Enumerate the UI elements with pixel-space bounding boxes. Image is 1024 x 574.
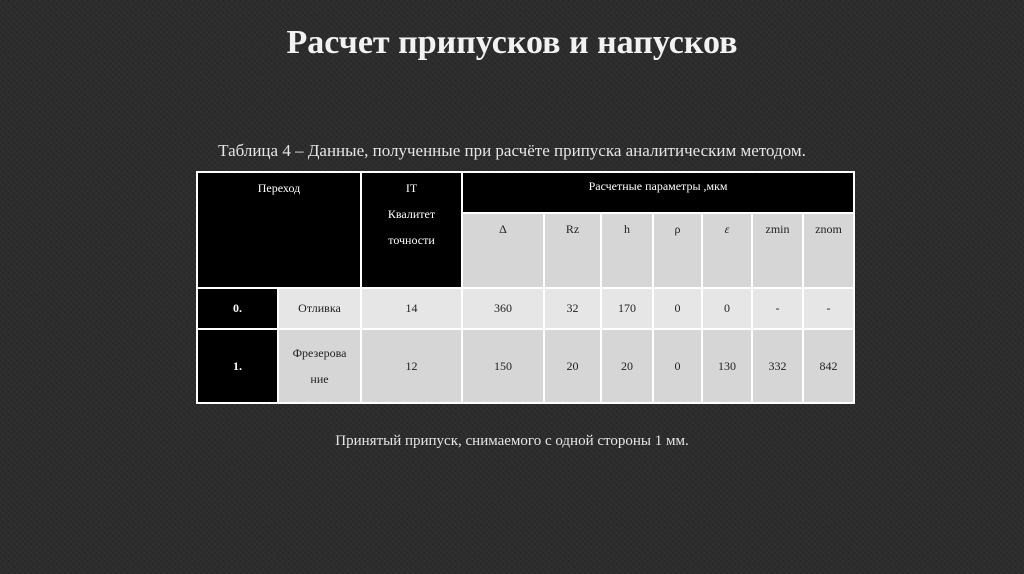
header-it-line2: Квалитет [387,207,436,221]
page-title: Расчет припусков и напусков [286,24,738,61]
col-rho: ρ [653,213,702,288]
header-it-line3: точности [388,233,435,247]
row-number: 0. [197,288,278,329]
col-rz: Rz [544,213,601,288]
row-name-text: Фрезерование [292,346,347,386]
cell-rz: 20 [544,329,601,403]
table-caption: Таблица 4 – Данные, полученные при расчёте припуска аналитическим методом. [218,141,806,160]
row-name: Отливка [278,288,361,329]
cell-rho: 0 [653,288,702,329]
cell-zmin: - [752,288,803,329]
cell-delta: 360 [462,288,544,329]
header-it [361,172,462,288]
col-h: h [601,213,653,288]
header-transition: Переход [197,172,361,288]
cell-epsilon: 130 [702,329,752,403]
cell-rho: 0 [653,329,702,403]
cell-delta: 150 [462,329,544,403]
cell-znom: - [803,288,854,329]
cell-h: 20 [601,329,653,403]
table-row [197,288,854,329]
cell-h: 170 [601,288,653,329]
col-znom: znom [803,213,854,288]
row-name [278,329,361,403]
cell-rz: 32 [544,288,601,329]
row-it: 12 [361,329,462,403]
col-epsilon: ε [702,213,752,288]
allowance-table [196,171,855,404]
cell-znom: 842 [803,329,854,403]
col-zmin: zmin [752,213,803,288]
cell-zmin: 332 [752,329,803,403]
row-it: 14 [361,288,462,329]
header-params: Расчетные параметры ,мкм [462,172,854,213]
header-it-line1: IT [405,181,418,195]
col-delta: Δ [462,213,544,288]
row-number: 1. [197,329,278,403]
footnote: Принятый припуск, снимаемого с одной стороны 1 мм. [335,433,689,449]
table-row [197,329,854,403]
cell-epsilon: 0 [702,288,752,329]
